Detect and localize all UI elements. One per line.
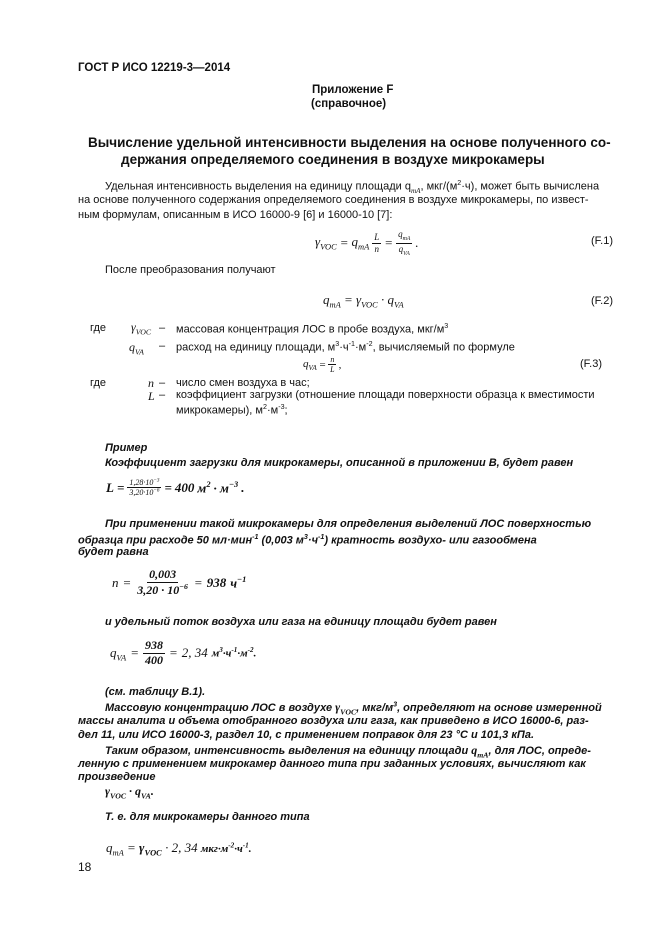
dash: – xyxy=(159,322,166,334)
definition-L-cont: микрокамеры), $м^2\cdot м^{-3}$; xyxy=(176,403,288,417)
symbol-L: L xyxy=(148,389,155,403)
intro-line1: Удельная интенсивность выделения на единицу площади $q_{mA}$, мкг/$(м^2\cdot ч)$, может быть вычислена xyxy=(105,179,600,195)
product-expression: $\gamma_{VOC} \cdot q_{VA}$. xyxy=(105,784,154,801)
appendix-title: Приложение F xyxy=(312,84,394,96)
page-number: 18 xyxy=(78,860,92,874)
after-transform-text: После преобразования получают xyxy=(105,264,276,276)
intro-line2: на основе полученного содержания определяемого соединения в воздухе микрокамеры, по извест- xyxy=(78,194,589,206)
symbol-n: n xyxy=(148,376,154,390)
section-title-line1: Вычисление удельной интенсивности выделения на основе полученного со- xyxy=(88,135,611,150)
appendix-note: (справочное) xyxy=(311,98,387,110)
example-para6: Т. е. для микрокамеры данного типа xyxy=(105,811,310,823)
equation-final: $q_{mA} = \gamma_{VOC} \cdot 2$, 34 $мкг\cdot м^{-2}\cdot ч^{-1}$. xyxy=(106,840,252,858)
equation-q-va: $q_{VA}$ = $\frac{938}{400}$ = 2, 34 $м^3\cdot ч^{-1}\cdot м^{-2}$. xyxy=(110,638,257,667)
equation-L: L = $\frac{1,28\cdot 10^{-3}}{3,20\cdot 10^{-6}}$ = 400 $м^2$ · $м^{-3}$ . xyxy=(106,477,245,498)
intro-line3: ным формулам, описанным в ИСО 16000-9 [6] и 16000-10 [7]: xyxy=(78,209,393,221)
equation-n: n = $\frac{0,003}{3,20 \cdot 10^{-6}}$ = 938 $ч^{-1}$ xyxy=(112,567,247,597)
where-label-1: где xyxy=(90,322,107,334)
example-para4-line3: дел 11, или ИСО 16000-3, раздел 10, с применением поправок для 23 °C и 101,3 кПа. xyxy=(78,729,534,741)
equation-f2: $q_{mA} = \gamma_{VOC} \cdot q_{VA}$ xyxy=(323,292,404,310)
equation-number-f3: (F.3) xyxy=(580,358,602,370)
example-para2-line3: будет равна xyxy=(78,546,149,558)
example-ref: (см. таблицу В.1). xyxy=(105,686,206,698)
equation-number-f1: (F.1) xyxy=(591,235,613,247)
equation-f1: $\gamma_{VOC}$ = $q_{mA}$ $\frac{L}{n}$ = $\frac{q_{mA}}{q_{VA}}$ . xyxy=(315,229,419,257)
example-para2-line2: образца при расходе 50 мл·мин$^{-1}$ (0,003 $м^3\cdot ч^{-1}$) кратность воздухо- или газообмена xyxy=(78,533,537,547)
example-para3: и удельный поток воздуха или газа на единицу площади будет равен xyxy=(105,616,497,628)
section-title-line2: держания определяемого соединения в воздухе микрокамеры xyxy=(121,152,545,167)
example-para5-line2: ленную с применением микрокамер данного типа при заданных условиях, вычисляют как xyxy=(78,758,586,770)
dash: – xyxy=(159,389,166,401)
example-para4-line2: массы аналита и объема отобранного воздуха или газа, как приведено в ИСО 16000-6, раз- xyxy=(78,715,589,727)
symbol-q-va: $q_{VA}$ xyxy=(129,340,144,357)
example-para2-line1: При применении такой микрокамеры для определения выделений ЛОС поверхностью xyxy=(105,518,592,530)
dash: – xyxy=(159,377,166,389)
example-para5-line3: произведение xyxy=(78,771,156,783)
example-line1: Коэффициент загрузки для микрокамеры, описанной в приложении В, будет равен xyxy=(105,457,574,469)
document-header: ГОСТ Р ИСО 12219-3—2014 xyxy=(78,62,231,74)
definition-n: число смен воздуха в час; xyxy=(176,377,310,389)
equation-number-f2: (F.2) xyxy=(591,295,613,307)
equation-f3: $q_{VA}$ = $\frac{n}{L}$ , xyxy=(303,355,342,375)
definition-gamma-voc: массовая концентрация ЛОС в пробе воздуха, мкг/$м^3$ xyxy=(176,322,449,336)
example-para5-line1: Таким образом, интенсивность выделения на единицу площади $q_{mA}$, для ЛОС, опреде- xyxy=(105,743,591,760)
definition-q-va: расход на единицу площади, $м^3\cdot ч^{-1}\cdot м^{-2}$, вычисляемый по формуле xyxy=(176,340,515,354)
dash: – xyxy=(159,340,166,352)
definition-L: коэффициент загрузки (отношение площади поверхности образца к вместимости xyxy=(176,389,595,401)
example-title: Пример xyxy=(105,442,148,454)
symbol-gamma-voc: $\gamma_{VOC}$ xyxy=(131,320,152,337)
where-label-2: где xyxy=(90,377,107,389)
example-para4-line1: Массовую концентрацию ЛОС в воздухе $\gamma_{VOC}$, мкг/$м^3$, определяют на основе измеренной xyxy=(105,700,602,717)
